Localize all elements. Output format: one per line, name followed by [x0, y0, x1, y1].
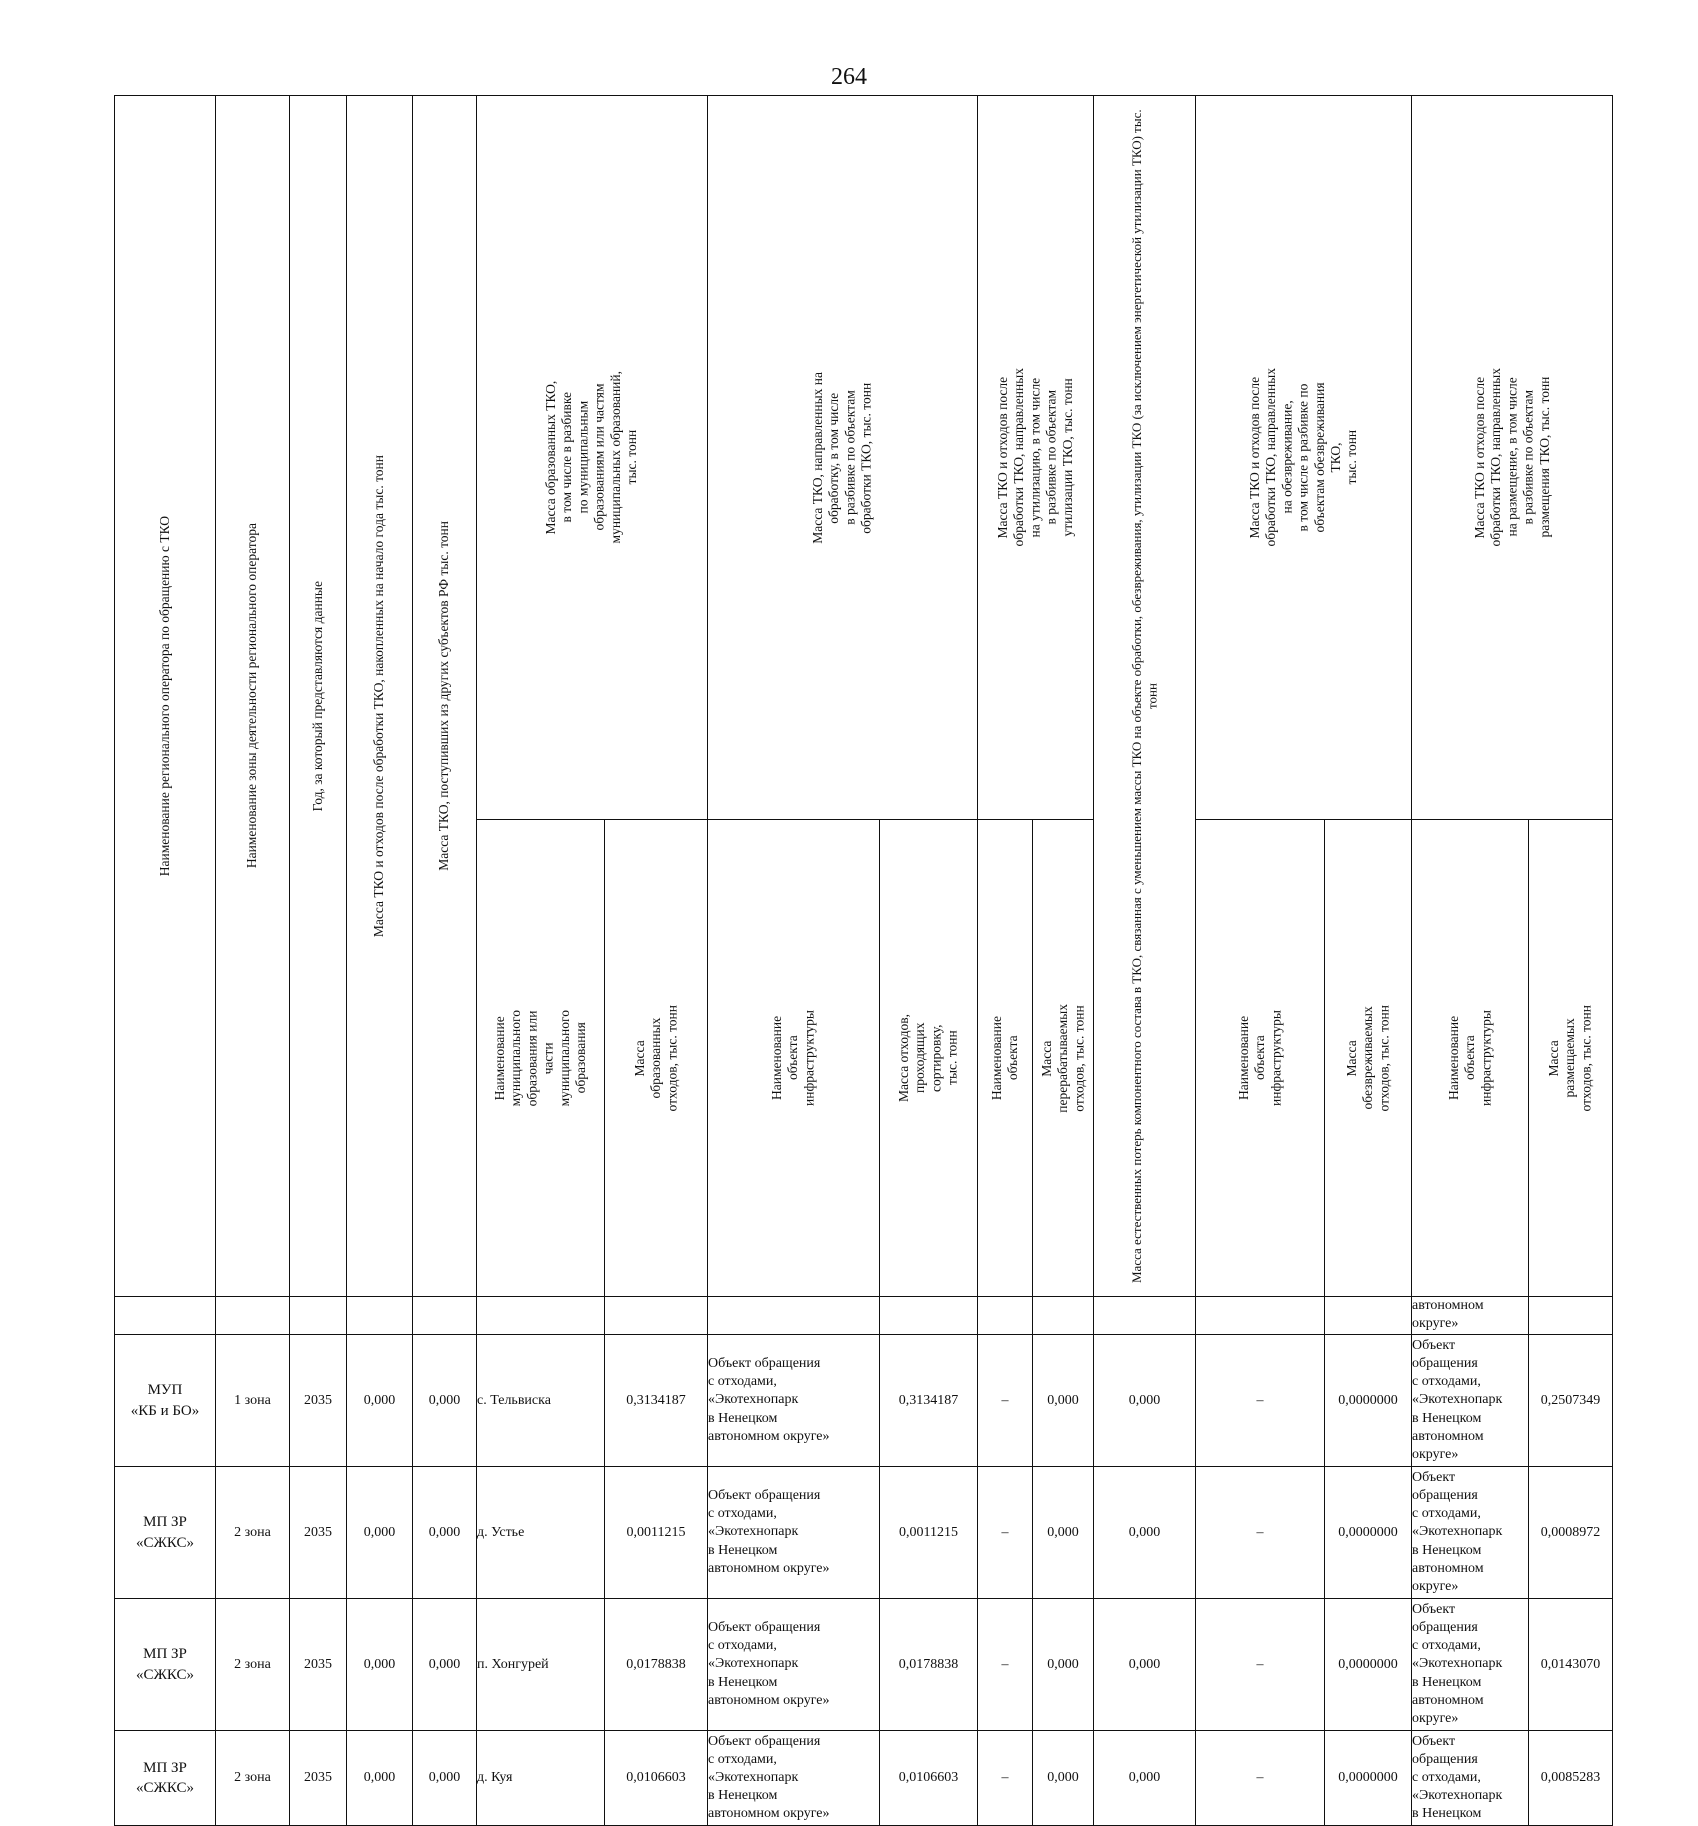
col-header-processing-object: Наименование объекта инфраструктуры [708, 820, 880, 1297]
neut-object-cell: – [1196, 1731, 1325, 1826]
util-mass-cell: 0,000 [1033, 1467, 1094, 1599]
util-object-cell: – [978, 1731, 1033, 1826]
col-header-year: Год, за который представляются данные [290, 96, 347, 1297]
util-mass-cell: 0,000 [1033, 1335, 1094, 1467]
util-mass-cell: 0,000 [1033, 1599, 1094, 1731]
neut-object-cell: – [1196, 1599, 1325, 1731]
operator-cell: МУП «КБ и БО» [115, 1335, 216, 1467]
util-object-cell: – [978, 1467, 1033, 1599]
year-cell: 2035 [290, 1599, 347, 1731]
sorting-mass-cell: 0,0178838 [880, 1599, 978, 1731]
header-row-1 [115, 96, 1613, 820]
continuation-row [115, 1297, 1613, 1335]
col-header-neut-mass: Масса обезвреживаемых отходов, тыс. тонн [1325, 820, 1412, 1297]
neut-mass-cell: 0,0000000 [1325, 1599, 1412, 1731]
sorting-mass-cell: 0,0106603 [880, 1731, 978, 1826]
municipality-cell: д. Куя [477, 1731, 605, 1826]
group-header-neutralization: Масса ТКО и отходов после обработки ТКО, направленных на обезвреживание, в том числе в разбивке по объектам обезвреживания ТКО, тыс. тонн [1196, 96, 1412, 820]
processing-object-cell: Объект обращения с отходами, «Экотехнопарк в Ненецком автономном округе» [708, 1467, 880, 1599]
waste-flow-table [114, 95, 1613, 1826]
year-cell: 2035 [290, 1467, 347, 1599]
processing-object-cell: Объект обращения с отходами, «Экотехнопарк в Ненецком автономном округе» [708, 1335, 880, 1467]
table-row [115, 1467, 1613, 1599]
municipality-cell: п. Хонгурей [477, 1599, 605, 1731]
accumulated-cell: 0,000 [347, 1467, 413, 1599]
group-header-processing: Масса ТКО, направленных на обработку, в том числе в разбивке по объектам обработки ТКО, тыс. тонн [708, 96, 978, 820]
formed-mass-cell: 0,0011215 [605, 1467, 708, 1599]
formed-mass-cell: 0,0178838 [605, 1599, 708, 1731]
neut-object-cell: – [1196, 1335, 1325, 1467]
util-object-cell: – [978, 1335, 1033, 1467]
zone-cell: 1 зона [216, 1335, 290, 1467]
page-number: 264 [0, 64, 1698, 91]
processing-object-cell: Объект обращения с отходами, «Экотехнопарк в Ненецком автономном округе» [708, 1731, 880, 1826]
continuation-text: автономном округе» [1412, 1297, 1529, 1335]
losses-cell: 0,000 [1094, 1335, 1196, 1467]
neut-mass-cell: 0,0000000 [1325, 1731, 1412, 1826]
col-header-sorting-mass: Масса отходов, проходящих сортировку, тыс. тонн [880, 820, 978, 1297]
municipality-cell: д. Устье [477, 1467, 605, 1599]
operator-cell: МП ЗР «СЖКС» [115, 1599, 216, 1731]
year-cell: 2035 [290, 1731, 347, 1826]
util-mass-cell: 0,000 [1033, 1731, 1094, 1826]
group-header-formed: Масса образованных ТКО, в том числе в разбивке по муниципальным образованиям или частям муниципальных образований, тыс. тонн [477, 96, 708, 820]
operator-cell: МП ЗР «СЖКС» [115, 1467, 216, 1599]
received-cell: 0,000 [413, 1599, 477, 1731]
accumulated-cell: 0,000 [347, 1731, 413, 1826]
received-cell: 0,000 [413, 1731, 477, 1826]
place-mass-cell: 0,0085283 [1529, 1731, 1613, 1826]
losses-cell: 0,000 [1094, 1467, 1196, 1599]
received-cell: 0,000 [413, 1335, 477, 1467]
formed-mass-cell: 0,0106603 [605, 1731, 708, 1826]
losses-cell: 0,000 [1094, 1731, 1196, 1826]
place-object-cell: Объект обращения с отходами, «Экотехнопарк в Ненецком автономном округе» [1412, 1335, 1529, 1467]
place-object-cell: Объект обращения с отходами, «Экотехнопарк в Ненецком автономном округе» [1412, 1467, 1529, 1599]
col-header-util-object: Наименование объекта [978, 820, 1033, 1297]
table-row [115, 1731, 1613, 1826]
accumulated-cell: 0,000 [347, 1335, 413, 1467]
group-header-placement: Масса ТКО и отходов после обработки ТКО, направленных на размещение, в том числе в разбивке по объектам размещения ТКО, тыс. тонн [1412, 96, 1613, 820]
col-header-neut-object: Наименование объекта инфраструктуры [1196, 820, 1325, 1297]
losses-cell: 0,000 [1094, 1599, 1196, 1731]
place-mass-cell: 0,2507349 [1529, 1335, 1613, 1467]
col-header-received: Масса ТКО, поступивших из других субъектов РФ тыс. тонн [413, 96, 477, 1297]
neut-mass-cell: 0,0000000 [1325, 1467, 1412, 1599]
accumulated-cell: 0,000 [347, 1599, 413, 1731]
place-mass-cell: 0,0008972 [1529, 1467, 1613, 1599]
received-cell: 0,000 [413, 1467, 477, 1599]
col-header-formed-mass: Масса образованных отходов, тыс. тонн [605, 820, 708, 1297]
table-row [115, 1335, 1613, 1467]
zone-cell: 2 зона [216, 1599, 290, 1731]
formed-mass-cell: 0,3134187 [605, 1335, 708, 1467]
zone-cell: 2 зона [216, 1467, 290, 1599]
col-header-place-object: Наименование объекта инфраструктуры [1412, 820, 1529, 1297]
col-header-natural-losses: Масса естественных потерь компонентного состава в ТКО, связанная с уменьшением массы ТКО на объекте обработки, обезвреживания, утилизации ТКО (за исключением энергетической утилизации ТКО) тыс. тонн [1094, 96, 1196, 1297]
municipality-cell: с. Тельвиска [477, 1335, 605, 1467]
group-header-utilization: Масса ТКО и отходов после обработки ТКО, направленных на утилизацию, в том числе в разбивке по объектам утилизации ТКО, тыс. тонн [978, 96, 1094, 820]
processing-object-cell: Объект обращения с отходами, «Экотехнопарк в Ненецком автономном округе» [708, 1599, 880, 1731]
operator-cell: МП ЗР «СЖКС» [115, 1731, 216, 1826]
table-row [115, 1599, 1613, 1731]
col-header-util-mass: Масса перерабатываемых отходов, тыс. тонн [1033, 820, 1094, 1297]
year-cell: 2035 [290, 1335, 347, 1467]
sorting-mass-cell: 0,0011215 [880, 1467, 978, 1599]
col-header-place-mass: Масса размещаемых отходов, тыс. тонн [1529, 820, 1613, 1297]
col-header-operator: Наименование регионального оператора по обращению с ТКО [115, 96, 216, 1297]
col-header-accumulated: Масса ТКО и отходов после обработки ТКО, накопленных на начало года тыс. тонн [347, 96, 413, 1297]
col-header-municipality: Наименование муниципального образования или части муниципального образования [477, 820, 605, 1297]
zone-cell: 2 зона [216, 1731, 290, 1826]
util-object-cell: – [978, 1599, 1033, 1731]
neut-object-cell: – [1196, 1467, 1325, 1599]
neut-mass-cell: 0,0000000 [1325, 1335, 1412, 1467]
col-header-zone: Наименование зоны деятельности регионального оператора [216, 96, 290, 1297]
sorting-mass-cell: 0,3134187 [880, 1335, 978, 1467]
place-object-cell: Объект обращения с отходами, «Экотехнопарк в Ненецком [1412, 1731, 1529, 1826]
place-mass-cell: 0,0143070 [1529, 1599, 1613, 1731]
place-object-cell: Объект обращения с отходами, «Экотехнопарк в Ненецком автономном округе» [1412, 1599, 1529, 1731]
